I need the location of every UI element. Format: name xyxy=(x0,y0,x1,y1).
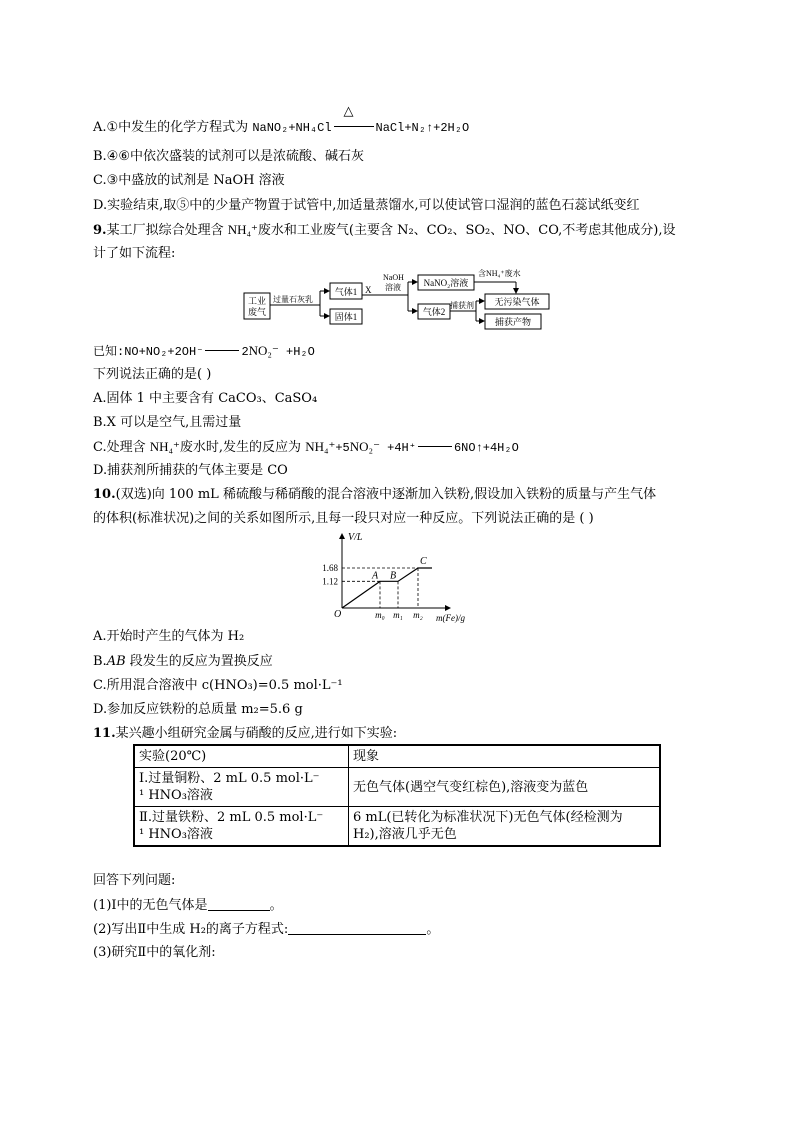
flow-box-start-l2: 废气 xyxy=(247,307,267,317)
cell-line: Ⅱ.过量铁粉、2 mL 0.5 mol·L⁻ xyxy=(139,810,324,825)
table-header-cell: 现象 xyxy=(349,745,661,768)
flow-box-start-l1: 工业 xyxy=(247,296,267,306)
q8-option-c: C.③中盛放的试剂是 NaOH 溶液 xyxy=(93,173,285,188)
chart-x-tick-label: m₁ xyxy=(393,610,403,620)
nitrite-ion: NO₂⁻ xyxy=(349,439,380,454)
q9-flow-diagram xyxy=(240,265,560,333)
q11-part1-text: (1)Ⅰ中的无色气体是 xyxy=(93,898,208,913)
flow-box-gas1 xyxy=(330,283,362,299)
cell-line: 6 mL(已转化为标准状况下)无色气体(经检测为 xyxy=(353,810,623,825)
chart-point-label: A xyxy=(372,570,379,582)
period: 。 xyxy=(269,898,283,913)
answer-blank[interactable] xyxy=(208,896,270,911)
q8-option-b: B.④⑥中依次盛装的试剂可以是浓硫酸、碱石灰 xyxy=(93,149,364,164)
q9-stem-b: 废水和工业废气(主要含 N₂、CO₂、SO₂、NO、CO,不考虑其他成分),设 xyxy=(257,223,676,238)
ammonium-ion: NH₄⁺ xyxy=(227,222,258,237)
q9-c-c: +5 xyxy=(335,441,350,455)
q9-c-b: 废水时,发生的反应为 xyxy=(179,440,306,455)
table-cell-observation xyxy=(349,768,661,807)
q11-part2 xyxy=(93,920,439,939)
chart-x-label: m(Fe)/g xyxy=(436,613,465,623)
chart-y-tick-label: 1.68 xyxy=(322,563,338,573)
q11-part3: (3)研究Ⅱ中的氧化剂: xyxy=(93,945,216,960)
q9-known-c: +H₂O xyxy=(278,345,315,359)
flow-box-industrial-gas xyxy=(244,293,270,319)
q11-number: 11. xyxy=(93,726,116,741)
q10-stem-line2: 的体积(标准状况)之间的关系如图所示,且每一段只对应一种反应。下列说法正确的是 ( ) xyxy=(93,511,594,526)
q8-a-reactants: NaNO₂+NH₄Cl xyxy=(252,121,332,135)
table-header-row xyxy=(134,745,660,768)
q10-b-a: B. xyxy=(93,654,107,669)
chart-point-label: B xyxy=(390,570,397,582)
period: 。 xyxy=(426,922,440,937)
q10-option-d: D.参加反应铁粉的总质量 m₂=5.6 g xyxy=(93,702,303,717)
q9-option-d: D.捕获剂所捕获的气体主要是 CO xyxy=(93,463,288,478)
q10-stem-a: (双选)向 100 mL 稀硫酸与稀硝酸的混合溶液中逐渐加入铁粉,假设加入铁粉的质量与产生气体 xyxy=(115,487,657,502)
ammonium-ion: NH₄⁺ xyxy=(149,439,180,454)
q9-option-b: B.X 可以是空气,且需过量 xyxy=(93,415,242,430)
q11-experiment-table xyxy=(133,744,661,847)
flow-box-nano2 xyxy=(418,275,474,290)
q10-option-b xyxy=(93,653,273,671)
flow-label-naoh-2: 溶液 xyxy=(385,283,401,292)
flow-box-solid1-label: 固体1 xyxy=(334,312,358,322)
nitrite-ion: NO₂⁻ xyxy=(248,343,279,358)
q9-ask: 下列说法正确的是( ) xyxy=(93,367,212,382)
flow-box-clean-gas xyxy=(485,294,549,309)
chart-point-label: C xyxy=(420,556,427,567)
q11-stem xyxy=(93,725,397,743)
table-cell-observation xyxy=(349,807,661,847)
table-row xyxy=(134,768,660,807)
q9-c-e: 6NO↑+4H₂O xyxy=(453,441,519,455)
q11-stem-text: 某兴趣小组研究金属与硝酸的反应,进行如下实验: xyxy=(115,726,398,741)
flow-label-trap-agent: 捕获剂 xyxy=(450,301,474,310)
flow-label-naoh-1: NaOH xyxy=(383,273,404,282)
table-cell-experiment xyxy=(134,807,349,847)
q10-option-a: A.开始时产生的气体为 H₂ xyxy=(93,629,245,644)
q9-c-a: C.处理含 xyxy=(93,440,150,455)
equation-line xyxy=(418,446,452,447)
flow-box-gas2-label: 气体2 xyxy=(422,307,446,317)
q10-stem-line1 xyxy=(93,486,656,504)
cell-line: H₂),溶液几乎无色 xyxy=(353,827,457,842)
q9-stem-line1 xyxy=(93,221,675,240)
q11-answer-intro: 回答下列问题: xyxy=(93,873,176,888)
flow-box-gas2 xyxy=(418,304,450,319)
cell-line: ¹ HNO₃溶液 xyxy=(139,827,213,842)
chart-x-tick-label: m₀ xyxy=(375,610,385,620)
chart-x-tick-label: m₂ xyxy=(413,610,423,620)
answer-blank[interactable] xyxy=(288,920,426,935)
chart-y-tick-label: 1.12 xyxy=(322,576,338,587)
chart-series-line xyxy=(342,568,432,608)
q8-option-d: D.实验结束,取⑤中的少量产物置于试管中,加适量蒸馏水,可以使试管口湿润的蓝色石蕊试纸变红 xyxy=(93,198,640,213)
q10-b-b: 段发生的反应为置换反应 xyxy=(125,654,273,669)
flow-label-nh4-wastewater: 含NH₄⁺废水 xyxy=(478,269,521,278)
cell-line: ¹ HNO₃溶液 xyxy=(139,788,213,803)
q8-option-a xyxy=(93,104,470,137)
q8-a-products: NaCl+N₂↑+2H₂O xyxy=(375,121,470,135)
flow-box-gas1-label: 气体1 xyxy=(334,287,358,297)
chart-y-label: V/L xyxy=(348,532,363,543)
flow-box-captured-product-label: 捕获产物 xyxy=(494,317,532,327)
q11-part1 xyxy=(93,896,283,915)
q10-option-c: C.所用混合溶液中 c(HNO₃)=0.5 mol·L⁻¹ xyxy=(93,678,343,693)
cell-line: 无色气体(遇空气变红棕色),溶液变为蓝色 xyxy=(353,779,589,795)
q9-option-a: A.固体 1 中主要含有 CaCO₃、CaSO₄ xyxy=(93,391,318,406)
q9-known xyxy=(93,342,315,361)
table-header-cell: 实验(20℃) xyxy=(134,745,349,768)
table-cell-experiment xyxy=(134,768,349,807)
flow-box-captured-product xyxy=(485,314,541,329)
flow-label-x: X xyxy=(365,285,372,295)
heat-condition-symbol: △ xyxy=(343,104,354,119)
q9-number: 9. xyxy=(93,223,107,238)
flow-box-solid1 xyxy=(330,309,362,324)
flow-box-clean-gas-label: 无污染气体 xyxy=(494,297,540,307)
table-row xyxy=(134,807,660,847)
flow-box-nano2-label: NaNO₂溶液 xyxy=(423,278,469,288)
chart-origin-label: O xyxy=(334,609,342,620)
ammonium-ion: NH₄⁺ xyxy=(305,439,336,454)
q9-c-d: +4H⁺ xyxy=(379,441,416,455)
flow-label-lime: 过量石灰乳 xyxy=(273,295,313,304)
q9-known-a: 已知:NO+NO₂+2OH⁻ xyxy=(93,345,204,359)
q9-stem-a: 某工厂拟综合处理含 xyxy=(106,223,228,238)
q11-part2-text: (2)写出Ⅱ中生成 H₂的离子方程式: xyxy=(93,922,289,937)
q10-number: 10. xyxy=(93,487,116,502)
q9-known-b: 2 xyxy=(241,345,249,359)
q10-chart xyxy=(300,528,490,628)
q10-b-segment: AB xyxy=(106,654,126,669)
q9-stem-line2: 计了如下流程: xyxy=(93,246,176,261)
q9-option-c xyxy=(93,438,519,457)
equation-line xyxy=(205,350,239,351)
q8-option-a-text: A.①中发生的化学方程式为 xyxy=(93,120,253,135)
cell-line: Ⅰ.过量铜粉、2 mL 0.5 mol·L⁻ xyxy=(139,771,320,786)
q8-a-arrow xyxy=(332,104,376,131)
